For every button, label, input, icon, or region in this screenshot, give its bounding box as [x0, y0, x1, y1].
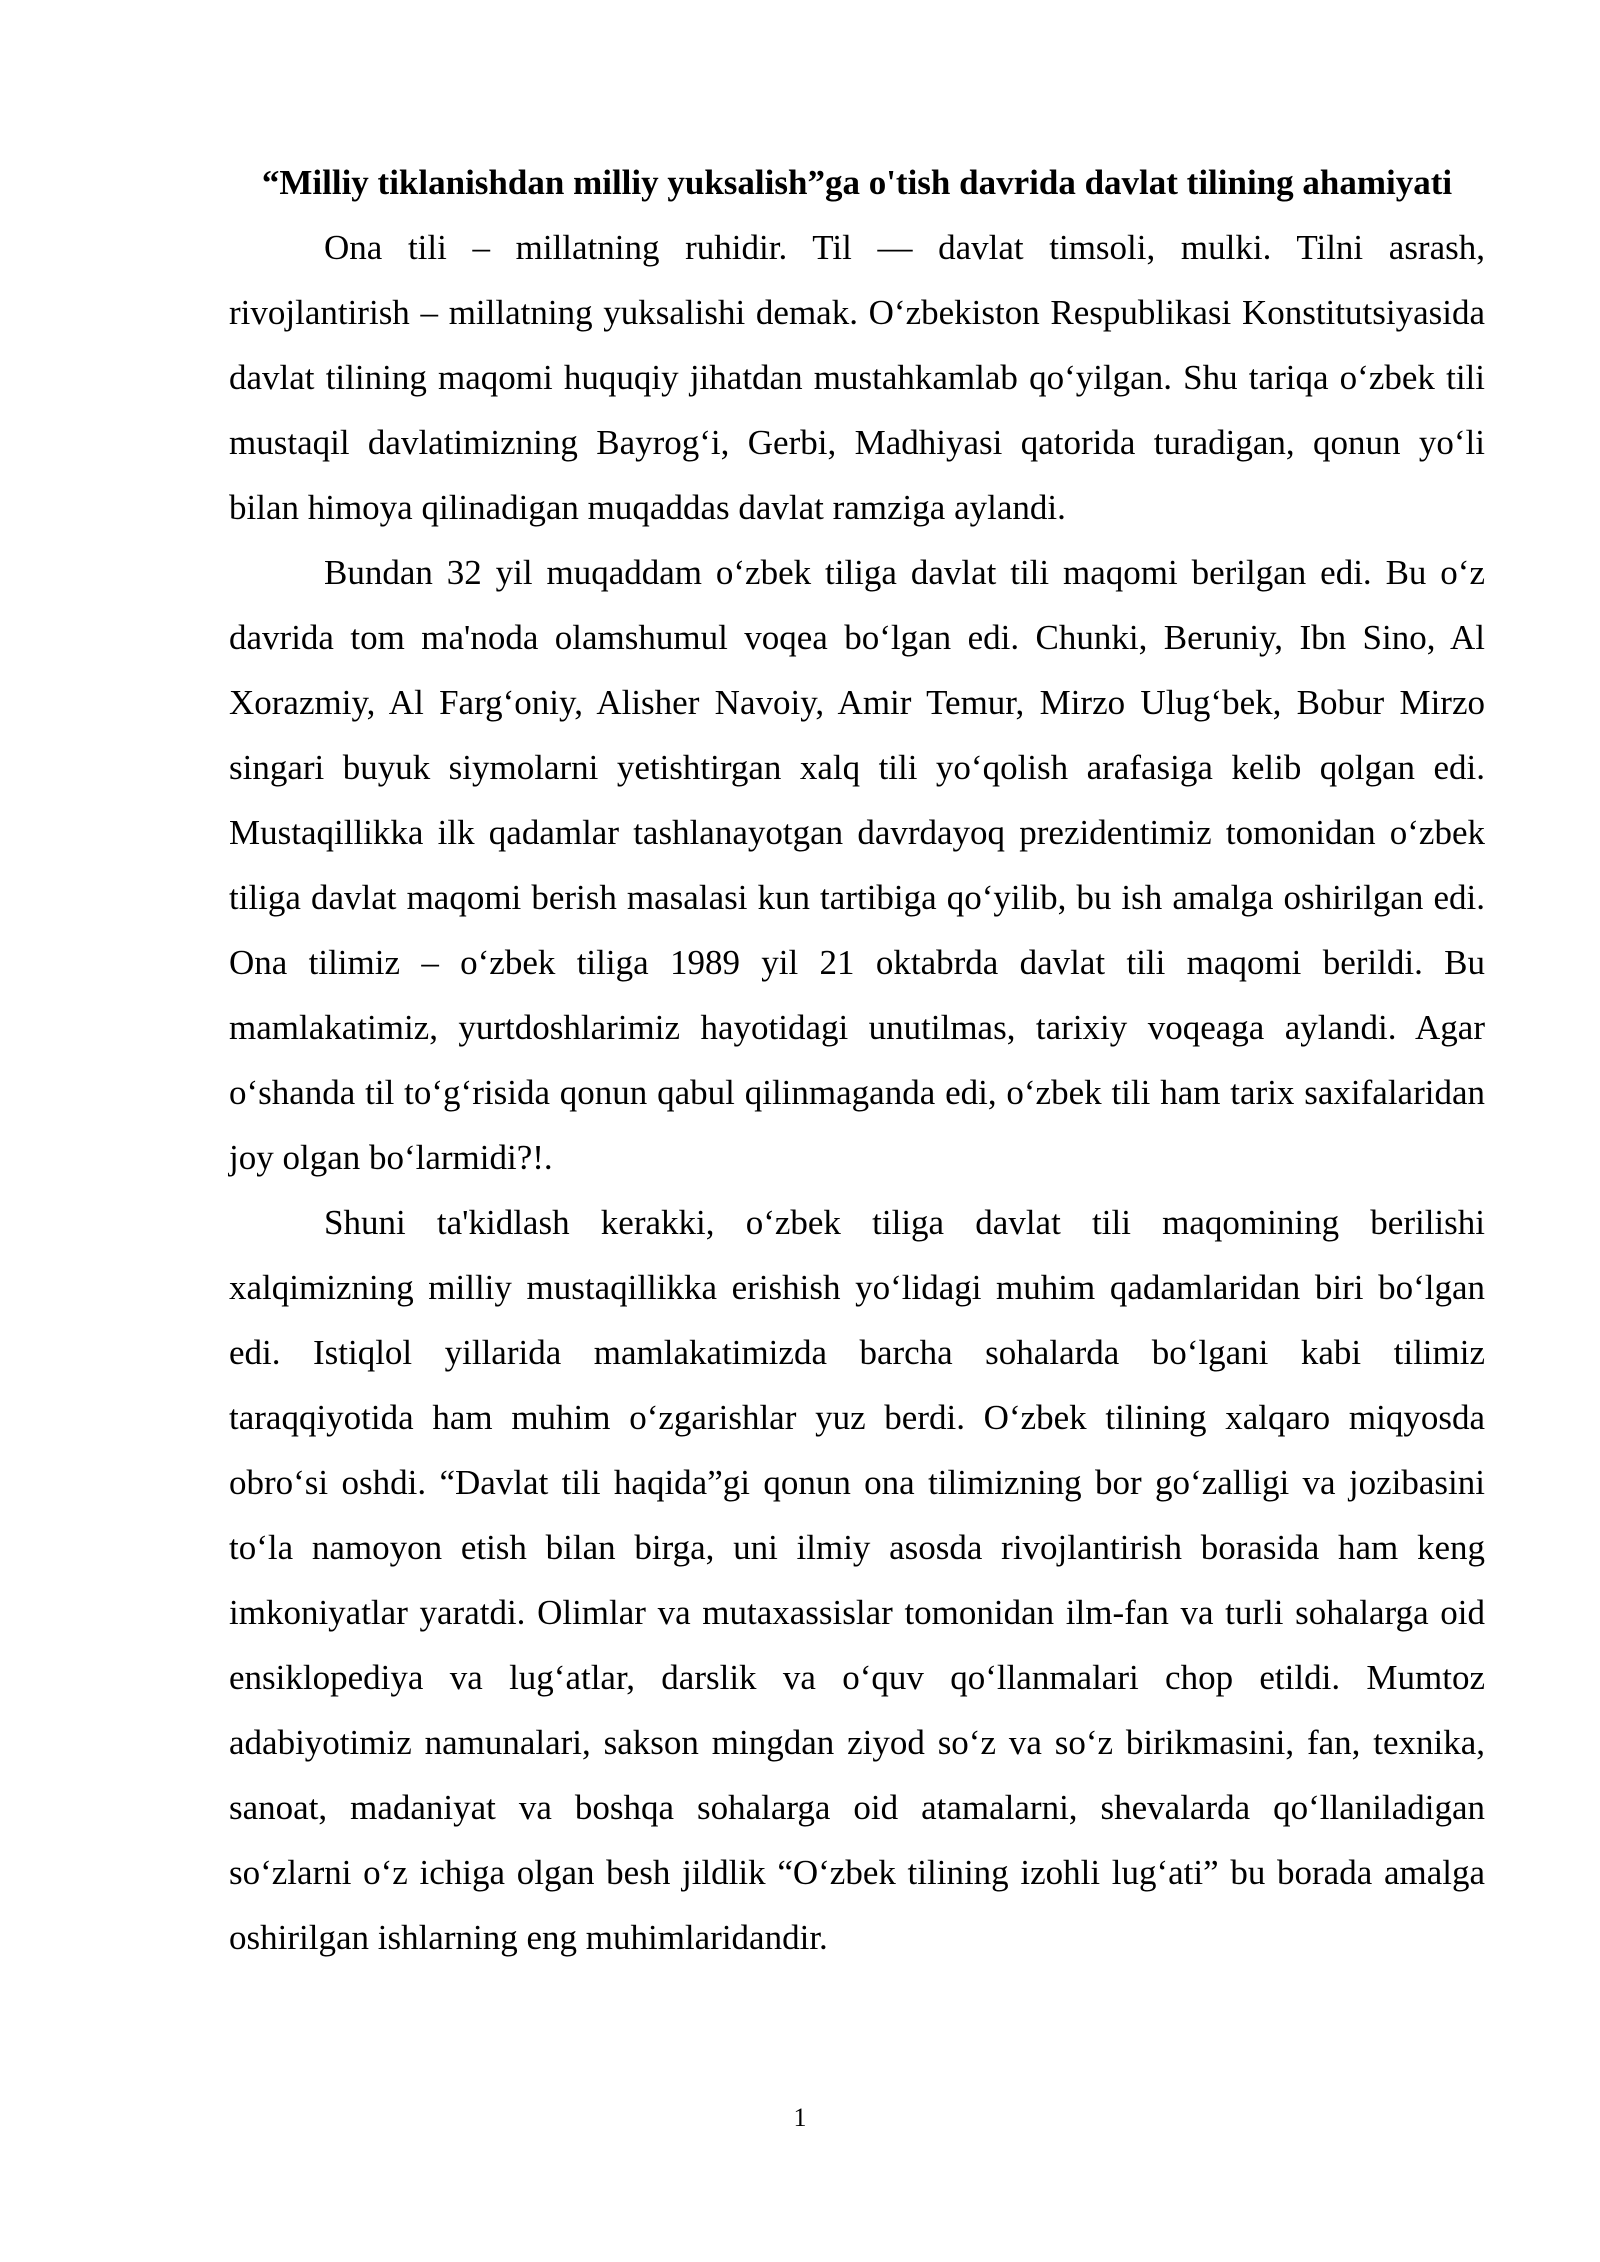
page-number: 1 — [793, 2103, 807, 2132]
paragraph-2: Bundan 32 yil muqaddam o‘zbek tiliga davlat tili maqomi berilgan edi. Bu o‘z davrida tom ma'noda olamshumul voqea bo‘lgan edi. Chunki, Beruniy, Ibn Sino, Al Xorazmiy, Al Farg‘oniy, Alisher Navoiy, Amir Temur, Mirzo Ulug‘bek, Bobur Mirzo singari buyuk siymolarni yetishtirgan xalq tili yo‘qolish arafasiga kelib qolgan edi. Mustaqillikka ilk qadamlar tashlanayotgan davrdayoq prezidentimiz tomonidan o‘zbek tiliga davlat maqomi berish masalasi kun tartibiga qo‘yilib, bu ish amalga oshirilgan edi. Ona tilimiz – o‘zbek tiliga 1989 yil 21 oktabrda davlat tili maqomi berildi. Bu mamlakatimiz, yurtdoshlarimiz hayotidagi unutilmas, tarixiy voqeaga aylandi. Agar o‘shanda til to‘g‘risida qonun qabul qilinmaganda edi, o‘zbek tili ham tarix saxifalaridan joy olgan bo‘larmidi?!. — [229, 553, 1485, 1177]
paragraph-1: Ona tili – millatning ruhidir. Til — davlat timsoli, mulki. Tilni asrash, rivojlantirish – millatning yuksalishi demak. O‘zbekiston Respublikasi Konstitutsiyasida davlat tilining maqomi huquqiy jihatdan mustahkamlab qo‘yilgan. Shu tariqa o‘zbek tili mustaqil davlatimizning Bayrog‘i, Gerbi, Madhiyasi qatorida turadigan, qonun yo‘li bilan himoya qilinadigan muqaddas davlat ramziga aylandi. — [229, 228, 1485, 527]
document-title: “Milliy tiklanishdan milliy yuksalish”ga o'tish davrida davlat tilining ahamiyati — [261, 163, 1453, 202]
document-page — [229, 150, 1485, 1970]
paragraph-3: Shuni ta'kidlash kerakki, o‘zbek tiliga davlat tili maqomining berilishi xalqimizning milliy mustaqillikka erishish yo‘lidagi muhim qadamlaridan biri bo‘lgan edi. Istiqlol yillarida mamlakatimizda barcha sohalarda bo‘lgani kabi tilimiz taraqqiyotida ham muhim o‘zgarishlar yuz berdi. O‘zbek tilining xalqaro miqyosda obro‘si oshdi. “Davlat tili haqida”gi qonun ona tilimizning bor go‘zalligi va jozibasini to‘la namoyon etish bilan birga, uni ilmiy asosda rivojlantirish borasida ham keng imkoniyatlar yaratdi. Olimlar va mutaxassislar tomonidan ilm-fan va turli sohalarga oid ensiklopediya va lug‘atlar, darslik va o‘quv qo‘llanmalari chop etildi. Mumtoz adabiyotimiz namunalari, sakson mingdan ziyod so‘z va so‘z birikmasini, fan, texnika, sanoat, madaniyat va boshqa sohalarga oid atamalarni, shevalarda qo‘llaniladigan so‘zlarni o‘z ichiga olgan besh jildlik “O‘zbek tilining izohli lug‘ati” bu borada amalga oshirilgan ishlarning eng muhimlaridandir. — [229, 1203, 1485, 1957]
